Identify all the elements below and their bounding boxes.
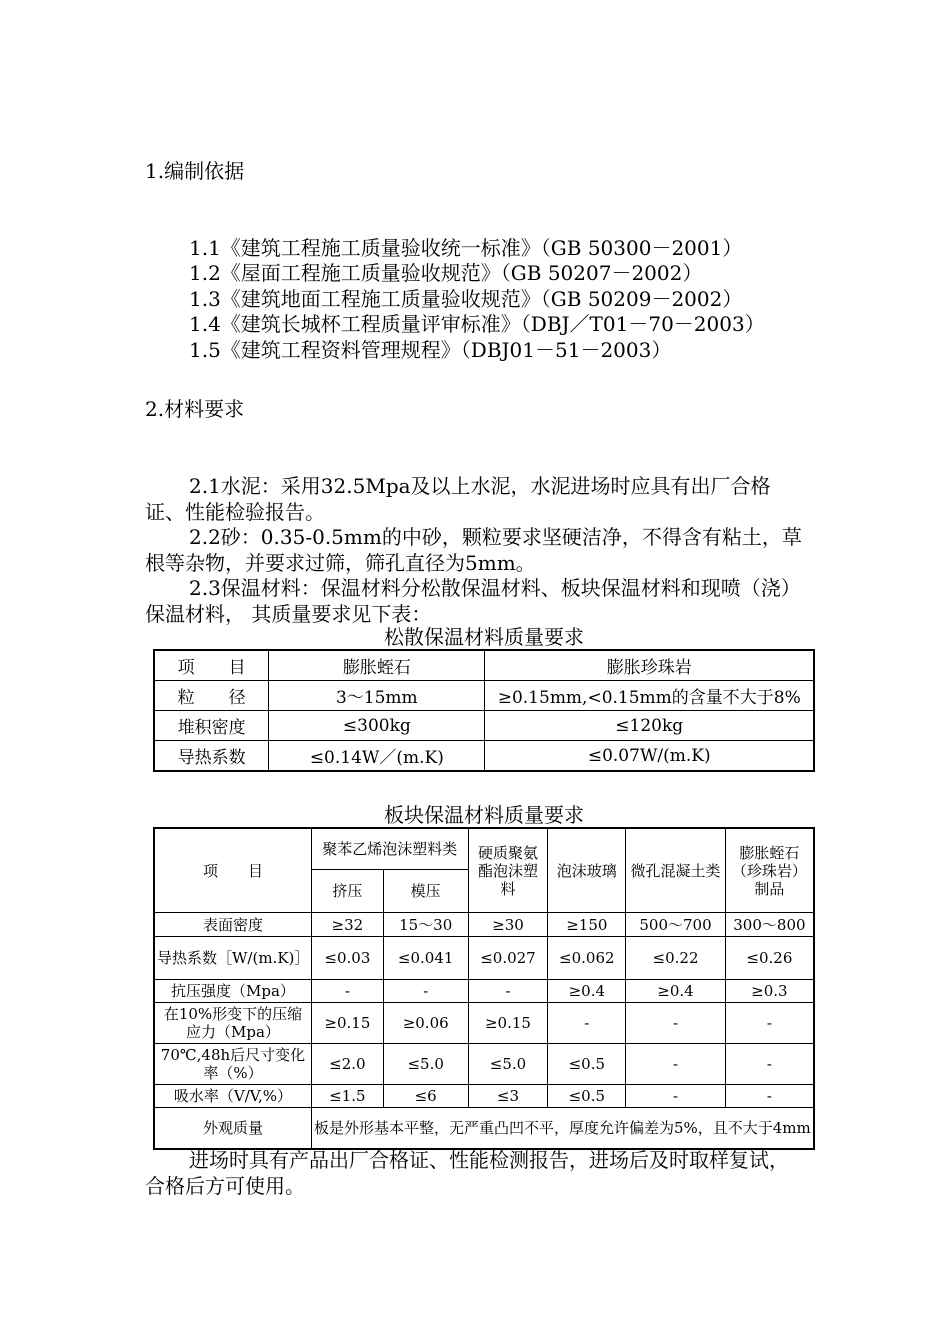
table-cell: ≤0.062 bbox=[548, 937, 626, 980]
section-1-title: 1.编制依据 bbox=[145, 159, 245, 183]
header-cell: 项 目 bbox=[154, 650, 269, 681]
table-cell: ≤0.07W/(m.K) bbox=[485, 741, 814, 772]
table-cell: - bbox=[626, 1003, 726, 1044]
reference-item: 1.2《屋面工程施工质量验收规范》（GB 50207－2002） bbox=[189, 261, 703, 285]
table-cell: ≥32 bbox=[311, 913, 383, 937]
header-microporous: 微孔混凝土类 bbox=[626, 828, 726, 913]
table-cell: ≤300kg bbox=[269, 711, 485, 741]
table-cell: 表面密度 bbox=[154, 913, 311, 937]
table1-caption: 松散保温材料质量要求 bbox=[384, 625, 584, 649]
table-row bbox=[154, 1003, 814, 1044]
table-cell: - bbox=[311, 980, 383, 1003]
table-row bbox=[154, 1085, 814, 1108]
table-row bbox=[154, 980, 814, 1003]
table-cell: ≥150 bbox=[548, 913, 626, 937]
header-pu: 硬质聚氨酯泡沫塑料 bbox=[468, 828, 548, 913]
table-cell: - bbox=[548, 1003, 626, 1044]
table-cell: ≤2.0 bbox=[311, 1044, 383, 1085]
table-header-row bbox=[154, 828, 814, 870]
paragraph-cement: 2.1水泥：采用32.5Mpa及以上水泥，水泥进场时应具有出厂合格证、性能检验报告。 bbox=[145, 474, 771, 524]
table-cell: 导热系数 bbox=[154, 741, 269, 772]
table-cell: ≤0.14W／(m.K) bbox=[269, 741, 485, 772]
loose-insulation-table bbox=[153, 649, 815, 772]
table-cell: - bbox=[468, 980, 548, 1003]
table-cell: ≤0.22 bbox=[626, 937, 726, 980]
paragraph-final: 进场时具有产品出厂合格证、性能检测报告，进场后及时取样复试，合格后方可使用。 bbox=[145, 1148, 789, 1198]
table-cell: ≤0.03 bbox=[311, 937, 383, 980]
header-molded: 模压 bbox=[383, 870, 468, 913]
board-insulation-table bbox=[153, 827, 815, 1150]
table-cell: ≤3 bbox=[468, 1085, 548, 1108]
table-row bbox=[154, 741, 814, 772]
reference-item: 1.3《建筑地面工程施工质量验收规范》（GB 50209－2002） bbox=[189, 287, 743, 311]
table-cell: 3～15mm bbox=[269, 681, 485, 711]
section-2-title: 2.材料要求 bbox=[145, 397, 245, 421]
table-cell: ≤0.041 bbox=[383, 937, 468, 980]
reference-item: 1.4《建筑长城杯工程质量评审标准》（DBJ／T01－70－2003） bbox=[189, 312, 765, 336]
table-cell: ≤6 bbox=[383, 1085, 468, 1108]
table-row bbox=[154, 1108, 814, 1150]
table-cell: 70℃,48h后尺寸变化率（%） bbox=[154, 1044, 311, 1085]
table-cell: - bbox=[725, 1003, 814, 1044]
table-cell: ≤0.26 bbox=[725, 937, 814, 980]
table-cell: 500～700 bbox=[626, 913, 726, 937]
table-row bbox=[154, 711, 814, 741]
table-cell: 粒 径 bbox=[154, 681, 269, 711]
table-cell: ≤0.5 bbox=[548, 1044, 626, 1085]
table-cell: ≤0.027 bbox=[468, 937, 548, 980]
table-cell: 抗压强度（Mpa） bbox=[154, 980, 311, 1003]
header-extruded: 挤压 bbox=[311, 870, 383, 913]
table-cell: ≥0.06 bbox=[383, 1003, 468, 1044]
table-cell: 导热系数［W/(m.K)］ bbox=[154, 937, 311, 980]
table-cell: ≥0.15 bbox=[311, 1003, 383, 1044]
table-cell: - bbox=[383, 980, 468, 1003]
table-cell: 在10%形变下的压缩应力（Mpa） bbox=[154, 1003, 311, 1044]
table-row bbox=[154, 1044, 814, 1085]
header-foamglass: 泡沫玻璃 bbox=[548, 828, 626, 913]
paragraph-sand: 2.2砂：0.35-0.5mm的中砂，颗粒要求坚硬洁净，不得含有粘土，草根等杂物，并要求过筛，筛孔直径为5mm。 bbox=[145, 525, 802, 575]
table-cell: - bbox=[725, 1085, 814, 1108]
reference-item: 1.1《建筑工程施工质量验收统一标准》（GB 50300－2001） bbox=[189, 236, 743, 260]
table-cell: 吸水率（V/V,%） bbox=[154, 1085, 311, 1108]
header-cell: 膨胀珍珠岩 bbox=[485, 650, 814, 681]
table-cell: ≥0.15mm,<0.15mm的含量不大于8% bbox=[485, 681, 814, 711]
table-cell: - bbox=[725, 1044, 814, 1085]
table-cell: ≥0.4 bbox=[548, 980, 626, 1003]
table-cell: 堆积密度 bbox=[154, 711, 269, 741]
table-cell: ≤5.0 bbox=[468, 1044, 548, 1085]
table-cell: ≤0.5 bbox=[548, 1085, 626, 1108]
table-cell: ≤5.0 bbox=[383, 1044, 468, 1085]
table-cell: ≥0.3 bbox=[725, 980, 814, 1003]
paragraph-insulation: 2.3保温材料：保温材料分松散保温材料、板块保温材料和现喷（浇）保温材料， 其质量要求见下表： bbox=[145, 576, 801, 626]
appearance-text: 板是外形基本平整，无严重凸凹不平，厚度允许偏差为5%，且不大于4mm bbox=[311, 1108, 814, 1150]
table-cell: ≥0.4 bbox=[626, 980, 726, 1003]
reference-item: 1.5《建筑工程资料管理规程》（DBJ01－51－2003） bbox=[189, 338, 672, 362]
table-header-row bbox=[154, 650, 814, 681]
header-eps: 聚苯乙烯泡沫塑料类 bbox=[311, 828, 468, 870]
table-cell: ≤1.5 bbox=[311, 1085, 383, 1108]
table-row bbox=[154, 937, 814, 980]
table-cell: 15～30 bbox=[383, 913, 468, 937]
table-cell: ≤120kg bbox=[485, 711, 814, 741]
table-cell: 300～800 bbox=[725, 913, 814, 937]
header-cell: 膨胀蛭石 bbox=[269, 650, 485, 681]
header-vermiculite: 膨胀蛭石（珍珠岩）制品 bbox=[725, 828, 814, 913]
table2-caption: 板块保温材料质量要求 bbox=[384, 803, 584, 827]
header-item: 项 目 bbox=[154, 828, 311, 913]
table-row bbox=[154, 681, 814, 711]
appearance-label: 外观质量 bbox=[154, 1108, 311, 1150]
table-row bbox=[154, 913, 814, 937]
table-cell: - bbox=[626, 1085, 726, 1108]
table-cell: - bbox=[626, 1044, 726, 1085]
table-cell: ≥0.15 bbox=[468, 1003, 548, 1044]
table-cell: ≥30 bbox=[468, 913, 548, 937]
